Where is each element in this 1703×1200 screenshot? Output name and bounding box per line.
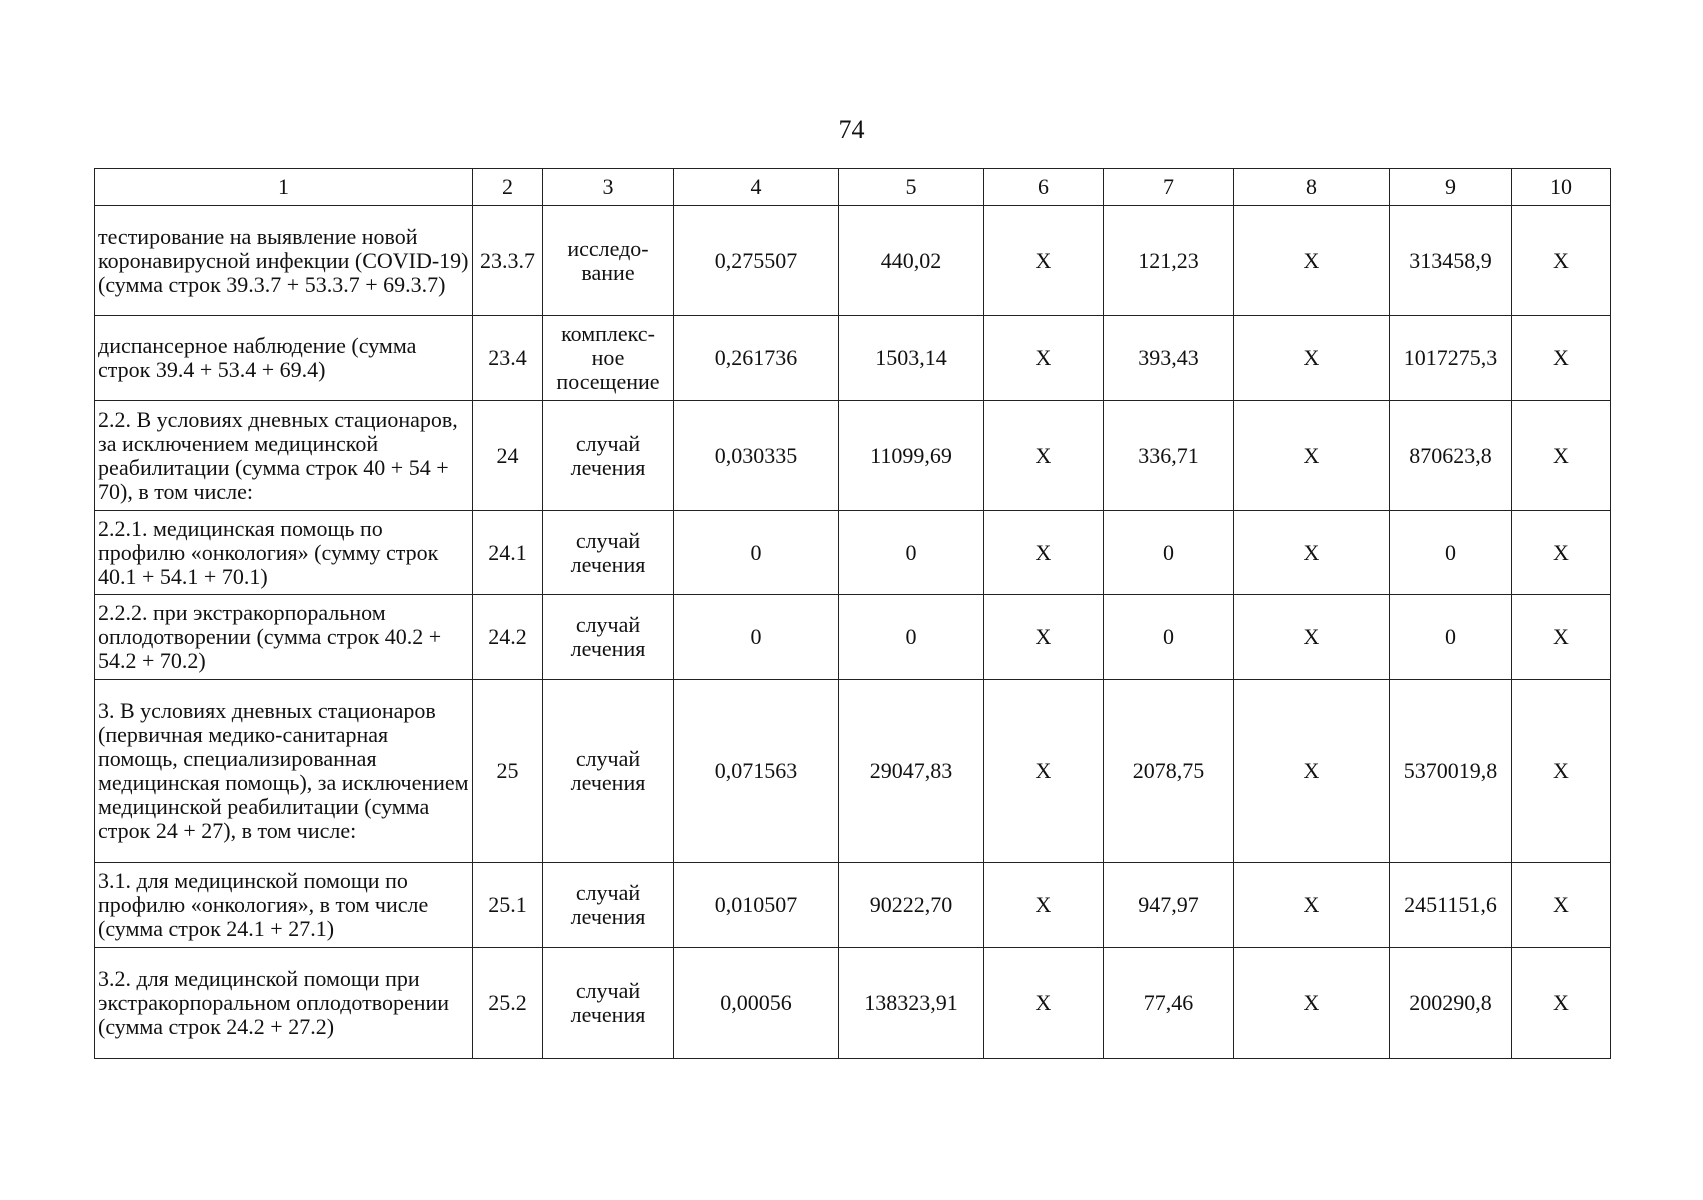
table-row	[95, 511, 1611, 595]
row-description: диспансерное наблюдение (сумма строк 39.4 + 53.4 + 69.4)	[95, 316, 473, 401]
row-value-col7: 0	[1104, 511, 1234, 595]
row-value-col7: 0	[1104, 595, 1234, 680]
row-value-col5: 11099,69	[839, 401, 984, 511]
table-row	[95, 401, 1611, 511]
row-value-col10: X	[1512, 316, 1611, 401]
row-value-col9: 1017275,3	[1390, 316, 1512, 401]
row-value-col5: 90222,70	[839, 863, 984, 948]
row-value-col5: 440,02	[839, 206, 984, 316]
row-value-col6: X	[984, 511, 1104, 595]
row-unit: исследо-вание	[543, 206, 674, 316]
row-value-col7: 77,46	[1104, 948, 1234, 1059]
row-value-col6: X	[984, 316, 1104, 401]
row-description: 2.2.2. при экстракорпоральном оплодотворении (сумма строк 40.2 + 54.2 + 70.2)	[95, 595, 473, 680]
row-value-col10: X	[1512, 863, 1611, 948]
row-description: 2.2. В условиях дневных стационаров, за исключением медицинской реабилитации (сумма строк 40 + 54 + 70), в том числе:	[95, 401, 473, 511]
row-value-col4: 0,030335	[674, 401, 839, 511]
row-code: 24.2	[473, 595, 543, 680]
row-value-col7: 393,43	[1104, 316, 1234, 401]
row-code: 25	[473, 680, 543, 863]
row-description: 2.2.1. медицинская помощь по профилю «онкология» (сумму строк 40.1 + 54.1 + 70.1)	[95, 511, 473, 595]
row-value-col7: 2078,75	[1104, 680, 1234, 863]
row-unit: случай лечения	[543, 863, 674, 948]
row-value-col8: X	[1234, 316, 1390, 401]
column-number: 9	[1390, 169, 1512, 206]
row-code: 23.4	[473, 316, 543, 401]
table-row	[95, 863, 1611, 948]
row-unit: случай лечения	[543, 948, 674, 1059]
row-value-col6: X	[984, 948, 1104, 1059]
column-number: 1	[95, 169, 473, 206]
column-number: 10	[1512, 169, 1611, 206]
row-value-col9: 0	[1390, 595, 1512, 680]
row-value-col6: X	[984, 206, 1104, 316]
row-value-col9: 313458,9	[1390, 206, 1512, 316]
table-row	[95, 948, 1611, 1059]
row-unit: случай лечения	[543, 511, 674, 595]
row-value-col10: X	[1512, 511, 1611, 595]
row-value-col10: X	[1512, 948, 1611, 1059]
table-row	[95, 595, 1611, 680]
table-row	[95, 316, 1611, 401]
row-value-col8: X	[1234, 948, 1390, 1059]
row-value-col10: X	[1512, 595, 1611, 680]
row-value-col5: 29047,83	[839, 680, 984, 863]
row-code: 25.2	[473, 948, 543, 1059]
row-value-col4: 0,010507	[674, 863, 839, 948]
row-value-col9: 870623,8	[1390, 401, 1512, 511]
row-description: 3.1. для медицинской помощи по профилю «онкология», в том числе (сумма строк 24.1 + 27.1)	[95, 863, 473, 948]
row-value-col8: X	[1234, 595, 1390, 680]
row-value-col5: 1503,14	[839, 316, 984, 401]
column-number: 6	[984, 169, 1104, 206]
row-value-col7: 121,23	[1104, 206, 1234, 316]
row-value-col10: X	[1512, 206, 1611, 316]
row-code: 25.1	[473, 863, 543, 948]
column-number: 5	[839, 169, 984, 206]
row-code: 24	[473, 401, 543, 511]
row-unit: комплекс-ное посещение	[543, 316, 674, 401]
row-unit: случай лечения	[543, 595, 674, 680]
row-description: 3.2. для медицинской помощи при экстракорпоральном оплодотворении (сумма строк 24.2 + 27.2)	[95, 948, 473, 1059]
row-value-col5: 138323,91	[839, 948, 984, 1059]
row-value-col6: X	[984, 595, 1104, 680]
row-value-col8: X	[1234, 511, 1390, 595]
row-value-col6: X	[984, 863, 1104, 948]
row-value-col4: 0,071563	[674, 680, 839, 863]
row-unit: случай лечения	[543, 401, 674, 511]
data-table	[94, 168, 1611, 1059]
row-value-col8: X	[1234, 401, 1390, 511]
row-code: 23.3.7	[473, 206, 543, 316]
row-value-col6: X	[984, 401, 1104, 511]
row-value-col9: 200290,8	[1390, 948, 1512, 1059]
row-value-col7: 336,71	[1104, 401, 1234, 511]
table-row	[95, 680, 1611, 863]
row-value-col10: X	[1512, 680, 1611, 863]
row-description: тестирование на выявление новой коронавирусной инфекции (COVID-19) (сумма строк 39.3.7 + 53.3.7 + 69.3.7)	[95, 206, 473, 316]
row-value-col4: 0	[674, 595, 839, 680]
column-number: 4	[674, 169, 839, 206]
row-value-col4: 0,00056	[674, 948, 839, 1059]
row-value-col9: 0	[1390, 511, 1512, 595]
row-value-col8: X	[1234, 206, 1390, 316]
row-unit: случай лечения	[543, 680, 674, 863]
row-value-col7: 947,97	[1104, 863, 1234, 948]
page-number: 74	[838, 115, 865, 144]
row-value-col6: X	[984, 680, 1104, 863]
row-value-col8: X	[1234, 863, 1390, 948]
column-number: 2	[473, 169, 543, 206]
column-number-row	[95, 169, 1611, 206]
row-value-col9: 5370019,8	[1390, 680, 1512, 863]
row-value-col4: 0	[674, 511, 839, 595]
row-value-col10: X	[1512, 401, 1611, 511]
row-description: 3. В условиях дневных стационаров (первичная медико-санитарная помощь, специализированная медицинская помощь), за исключением медицинской реабилитации (сумма строк 24 + 27), в том числе:	[95, 680, 473, 863]
row-value-col8: X	[1234, 680, 1390, 863]
column-number: 7	[1104, 169, 1234, 206]
row-value-col4: 0,261736	[674, 316, 839, 401]
row-value-col4: 0,275507	[674, 206, 839, 316]
row-value-col5: 0	[839, 511, 984, 595]
column-number: 3	[543, 169, 674, 206]
row-value-col9: 2451151,6	[1390, 863, 1512, 948]
column-number: 8	[1234, 169, 1390, 206]
row-value-col5: 0	[839, 595, 984, 680]
table-row	[95, 206, 1611, 316]
row-code: 24.1	[473, 511, 543, 595]
